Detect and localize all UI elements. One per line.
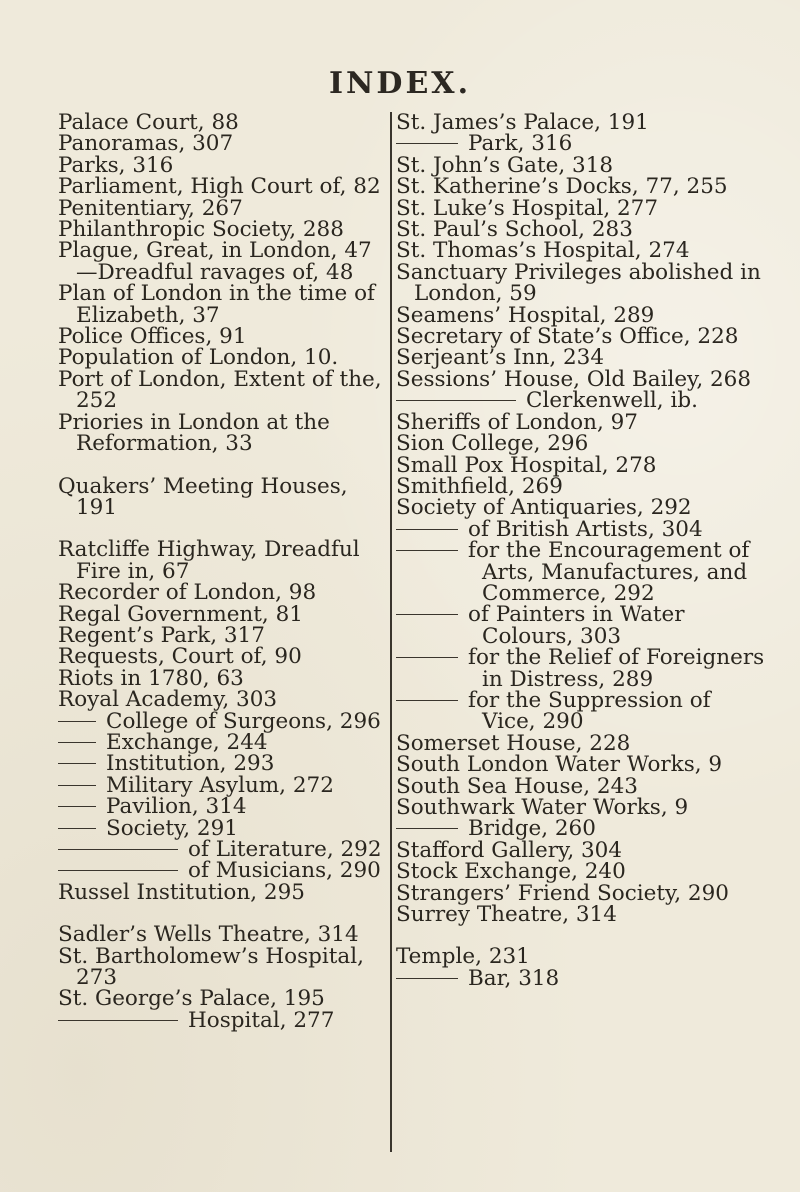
index-subentry-text: for the Encouragement of Arts, Manufactures, and Commerce, 292 xyxy=(468,538,750,606)
index-entry: Royal Academy, 303 xyxy=(58,687,278,713)
index-subentry xyxy=(396,388,768,414)
ditto-dash xyxy=(396,529,458,530)
index-entry: St. James’s Palace, 191 xyxy=(396,110,649,135)
index-entry: Small Pox Hospital, 278 xyxy=(396,452,657,478)
index-entry: Sanctuary Privileges abolished in London, 59 xyxy=(396,259,761,307)
index-subentry xyxy=(396,965,768,991)
index-subentry xyxy=(396,647,768,690)
index-subentry-text: Clerkenwell, ib. xyxy=(526,388,698,414)
index-subentry xyxy=(396,131,768,157)
index-subentry xyxy=(58,708,384,734)
index-column-left xyxy=(58,112,384,1031)
column-divider xyxy=(390,112,392,1152)
index-column-right xyxy=(396,112,768,989)
index-subentry xyxy=(58,839,384,860)
index-subentry xyxy=(58,729,384,755)
index-entry: Sion College, 296 xyxy=(396,431,589,457)
ditto-dash xyxy=(58,849,178,850)
index-entry: Surrey Theatre, 314 xyxy=(396,902,617,928)
index-subentry xyxy=(396,604,768,647)
index-subentry xyxy=(58,794,384,820)
index-entry: Philanthropic Society, 288 xyxy=(58,217,344,243)
index-entry: St. Paul’s School, 283 xyxy=(396,217,633,243)
index-subentry xyxy=(396,516,768,542)
page-title: INDEX. xyxy=(328,66,472,101)
index-subentry-text: of Painters in Water Colours, 303 xyxy=(468,602,685,649)
index-subentry-text: Society, 291 xyxy=(106,815,238,841)
ditto-dash xyxy=(58,1020,178,1021)
index-subentry xyxy=(58,1007,384,1033)
index-subentry-text: of Musicians, 290 xyxy=(188,858,381,884)
index-entry: Population of London, 10. xyxy=(58,345,339,371)
index-entry: Sessions’ House, Old Bailey, 268 xyxy=(396,366,752,392)
index-entry: Secretary of State’s Office, 228 xyxy=(396,324,739,350)
index-subentry-text: Hospital, 277 xyxy=(188,1007,335,1033)
index-entry: St. Katherine’s Docks, 77, 255 xyxy=(396,174,728,200)
index-subentry-text: Park, 316 xyxy=(468,131,573,157)
index-entry: Southwark Water Works, 9 xyxy=(396,795,689,820)
entry-spacer xyxy=(58,455,384,476)
index-subentry-text: Institution, 293 xyxy=(106,751,275,777)
index-subentry-text: Exchange, 244 xyxy=(106,729,268,755)
index-entry: Plan of London in the time of Elizabeth, 37 xyxy=(58,281,375,328)
index-entry: St. George’s Palace, 195 xyxy=(58,986,325,1012)
ditto-dash xyxy=(396,614,458,615)
index-entry: Temple, 231 xyxy=(396,944,530,970)
index-entry: Police Offices, 91 xyxy=(58,324,247,350)
index-subentry-text: for the Suppression of Vice, 290 xyxy=(468,687,711,735)
index-subentry xyxy=(58,751,384,777)
index-subentry xyxy=(396,687,768,735)
entry-spacer xyxy=(396,925,768,946)
ditto-dash xyxy=(58,870,178,871)
index-entry: St. Bartholomew’s Hospital, 273 xyxy=(58,943,364,991)
index-subentry-text: of British Artists, 304 xyxy=(468,516,703,542)
index-entry: Priories in London at the Reformation, 33 xyxy=(58,409,330,457)
index-entry: Sadler’s Wells Theatre, 314 xyxy=(58,922,359,948)
index-entry: Somerset House, 228 xyxy=(396,730,631,756)
ditto-dash xyxy=(396,700,458,701)
index-entry: Seamens’ Hospital, 289 xyxy=(396,302,655,328)
index-subentry-text: Bar, 318 xyxy=(468,965,560,991)
index-entry: Stafford Gallery, 304 xyxy=(396,837,623,863)
ditto-dash xyxy=(396,400,516,401)
index-entry: Palace Court, 88 xyxy=(58,110,239,135)
ditto-dash xyxy=(58,785,96,786)
index-subentry xyxy=(58,815,384,841)
index-entry: Russel Institution, 295 xyxy=(58,879,305,905)
ditto-dash xyxy=(58,721,96,722)
ditto-dash xyxy=(58,806,96,807)
index-subentry xyxy=(58,772,384,798)
index-entry: Parliament, High Court of, 82 xyxy=(58,174,381,200)
index-entry: Riots in 1780, 63 xyxy=(58,665,244,691)
ditto-dash xyxy=(396,143,458,144)
index-entry: Smithfield, 269 xyxy=(396,473,563,499)
entry-spacer xyxy=(58,903,384,924)
index-entry: Requests, Court of, 90 xyxy=(58,644,302,670)
index-entry: St. John’s Gate, 318 xyxy=(396,152,614,178)
index-entry: Regal Government, 81 xyxy=(58,601,303,627)
ditto-dash xyxy=(396,657,458,658)
ditto-dash xyxy=(58,763,96,764)
index-entry: Plague, Great, in London, 47—Dreadful ravages of, 48 xyxy=(58,238,372,285)
index-subentry-text: for the Relief of Foreigners in Distress, 289 xyxy=(468,645,765,692)
ditto-dash xyxy=(396,828,458,829)
index-subentry-text: Pavilion, 314 xyxy=(106,794,247,820)
index-entry: Regent’s Park, 317 xyxy=(58,622,265,648)
index-entry: St. Thomas’s Hospital, 274 xyxy=(396,238,690,264)
ditto-dash xyxy=(396,550,458,551)
ditto-dash xyxy=(58,742,96,743)
entry-spacer xyxy=(58,518,384,539)
index-entry: Parks, 316 xyxy=(58,152,174,178)
index-subentry-text: of Literature, 292 xyxy=(188,837,382,862)
index-subentry-text: College of Surgeons, 296 xyxy=(106,708,381,734)
index-entry: Port of London, Extent of the, 252 xyxy=(58,366,382,414)
index-subentry-text: Military Asylum, 272 xyxy=(106,772,334,798)
index-entry: Stock Exchange, 240 xyxy=(396,859,626,885)
index-entry: Recorder of London, 98 xyxy=(58,580,317,606)
index-entry: Strangers’ Friend Society, 290 xyxy=(396,880,729,906)
index-entry: Society of Antiquaries, 292 xyxy=(396,495,692,521)
index-entry: Sheriffs of London, 97 xyxy=(396,409,638,435)
index-subentry xyxy=(396,816,768,842)
index-entry: Panoramas, 307 xyxy=(58,131,234,157)
index-subentry xyxy=(396,540,768,604)
index-subentry-text: Bridge, 260 xyxy=(468,816,596,842)
ditto-dash xyxy=(396,978,458,979)
index-entry: South London Water Works, 9 xyxy=(396,752,723,778)
index-entry: Penitentiary, 267 xyxy=(58,195,243,221)
index-subentry xyxy=(58,858,384,884)
ditto-dash xyxy=(58,828,96,829)
index-entry: Serjeant’s Inn, 234 xyxy=(396,345,605,371)
index-entry: Quakers’ Meeting Houses, 191 xyxy=(58,473,348,520)
index-entry: South Sea House, 243 xyxy=(396,773,638,799)
index-entry: Ratcliffe Highway, Dreadful Fire in, 67 xyxy=(58,537,360,584)
index-entry: St. Luke’s Hospital, 277 xyxy=(396,195,659,221)
